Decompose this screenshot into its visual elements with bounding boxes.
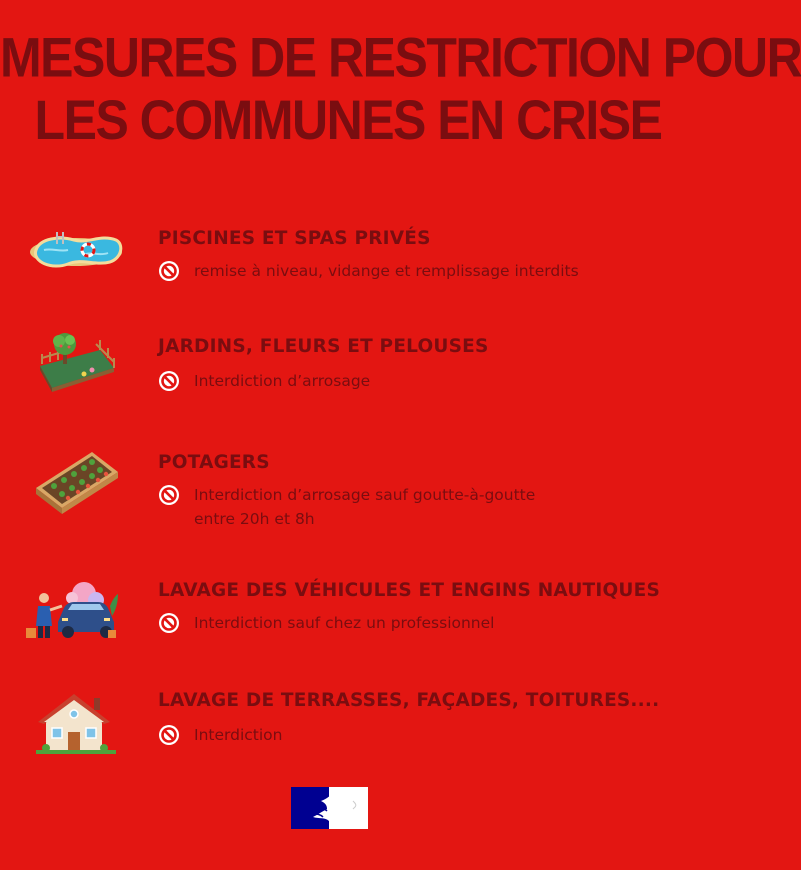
page-title [0, 26, 801, 152]
item-rule [158, 724, 282, 747]
item-heading: LAVAGE DES VÉHICULES ET ENGINS NAUTIQUES [158, 580, 660, 601]
rule-text [194, 369, 370, 393]
rule-line-2: entre 20h et 8h [194, 510, 315, 528]
item-heading: POTAGERS [158, 452, 270, 473]
rule-line-1: Interdiction sauf chez un professionnel [194, 614, 495, 632]
title-line-1: MESURES DE RESTRICTION POUR [0, 26, 801, 89]
prohibited-icon [158, 612, 180, 634]
rule-line-1: Interdiction d’arrosage sauf goutte-à-goutte [194, 486, 536, 504]
rule-text [194, 723, 282, 747]
prohibited-icon [158, 370, 180, 392]
car-wash-icon [22, 572, 118, 652]
rule-line-1: Interdiction [194, 726, 283, 744]
item-rule [158, 612, 494, 635]
title-line-2: LES COMMUNES EN CRISE [34, 88, 662, 152]
rule-line-1: Interdiction d’arrosage [194, 372, 371, 390]
item-rule [158, 260, 579, 283]
item-heading: LAVAGE DE TERRASSES, FAÇADES, TOITURES.... [158, 690, 660, 711]
rule-text [194, 483, 535, 531]
rule-text [194, 259, 579, 283]
item-heading: JARDINS, FLEURS ET PELOUSES [158, 336, 489, 357]
republique-francaise-logo [291, 787, 406, 829]
rule-line-1: remise à niveau, vidange et remplissage interdits [194, 262, 579, 280]
prohibited-icon [158, 260, 180, 282]
item-rule [158, 370, 370, 393]
garden-icon [30, 328, 126, 408]
prohibited-icon [158, 724, 180, 746]
swimming-pool-icon [30, 220, 126, 300]
vegetable-garden-icon [30, 446, 126, 526]
prohibited-icon [158, 484, 180, 506]
rule-text [194, 611, 494, 635]
item-heading: PISCINES ET SPAS PRIVÉS [158, 228, 431, 249]
house-icon [28, 688, 124, 768]
item-rule [158, 484, 535, 531]
